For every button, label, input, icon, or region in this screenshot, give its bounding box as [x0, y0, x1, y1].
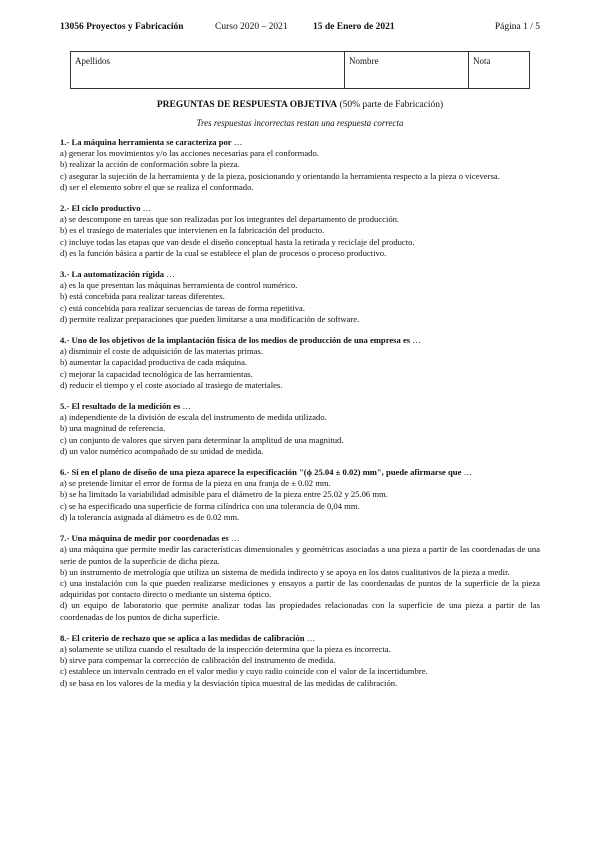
answer-option[interactable]: c) asegurar la sujeción de la herramienta y de la pieza, posicionando y orientando la herramienta respecto a la pieza o viceversa.: [60, 170, 500, 181]
question-ellipsis: …: [304, 632, 316, 643]
question-3: [60, 269, 540, 325]
answer-option[interactable]: d) la tolerancia asignada al diámetro es de 0.02 mm.: [60, 511, 240, 522]
question-7: [60, 533, 540, 623]
answer-option[interactable]: c) una instalación con la que pueden realizarse mediciones y ensayos a partir de las coordenadas de puntos de la superficie de la pieza adquiridas por contacto directo o mediante un sistema óptico.: [60, 577, 540, 600]
question-ellipsis: …: [461, 467, 473, 478]
question-ellipsis: …: [231, 137, 243, 147]
question-title-text: 2.- El ciclo productivo: [60, 203, 141, 214]
name-field[interactable]: [345, 52, 469, 89]
question-ellipsis: …: [140, 203, 152, 214]
answer-option[interactable]: d) es la función básica a partir de la cual se establece el plan de procesos o proceso productivo.: [60, 247, 387, 258]
question-4: [60, 335, 540, 391]
answer-option[interactable]: d) se basa en los valores de la media y la desviación típica muestral de las medidas de calibración.: [60, 677, 398, 688]
section-title-note: (50% parte de Fabricación): [339, 100, 444, 110]
answer-option[interactable]: a) disminuir el coste de adquisición de las materias primas.: [60, 346, 263, 357]
answer-option[interactable]: b) realizar la acción de conformación sobre la pieza.: [60, 159, 240, 170]
question-title: [60, 335, 540, 346]
answer-option[interactable]: a) una máquina que permite medir las características dimensionales y geométricas asociadas a una pieza a partir de las coordenadas de una serie de puntos de la superficie de dicha pieza.: [60, 544, 540, 566]
page-header: [60, 22, 540, 38]
answer-option[interactable]: c) está concebida para realizar secuencias de tareas de forma repetitiva.: [60, 302, 306, 313]
answer-option[interactable]: c) establece un intervalo centrado en el valor medio y cuyo radio coincide con el valor de la incertidumbre.: [60, 666, 428, 677]
section-subtitle: Tres respuestas incorrectas restan una respuesta correcta: [196, 118, 404, 128]
student-info-table: [70, 51, 530, 89]
exam-date: 15 de Enero de 2021: [313, 22, 395, 32]
question-5: [60, 401, 540, 457]
question-title-text: 5.- El resultado de la medición es: [60, 401, 181, 412]
answer-option[interactable]: a) solamente se utiliza cuando el resultado de la inspección determina que la pieza es incorrecta.: [60, 643, 391, 654]
question-title: [60, 401, 540, 412]
answer-option[interactable]: c) incluye todas las etapas que van desde el diseño conceptual hasta la retirada y reciclaje del producto.: [60, 236, 415, 247]
question-title: [60, 633, 540, 644]
name-label: Nombre: [349, 56, 379, 66]
question-title: [60, 203, 540, 214]
question-title: [60, 467, 540, 478]
answer-option[interactable]: d) permite realizar preparaciones que pueden limitarse a una modificación de software.: [60, 313, 360, 324]
grade-field[interactable]: [469, 52, 530, 89]
answer-option[interactable]: b) es el trasiego de materiales que intervienen en la fabricación del producto.: [60, 225, 325, 236]
question-title-text: 6.- Si en el plano de diseño de una pieza aparece la especificación "(ϕ 25.04 ± 0.02) mm", puede afirmarse que: [60, 467, 462, 478]
answer-option[interactable]: d) un valor numérico acompañado de su unidad de medida.: [60, 445, 264, 456]
question-ellipsis: …: [228, 533, 240, 544]
question-8: [60, 633, 540, 689]
answer-option[interactable]: d) un equipo de laboratorio que permite analizar todas las propiedades relacionadas con la superficie de una pieza a partir de las coordenadas de los puntos de dicha superficie.: [60, 600, 540, 622]
answer-option[interactable]: b) un instrumento de metrología que utiliza un sistema de medida indirecto y se apoya en los datos cualitativos de la pieza a medir.: [60, 566, 510, 577]
surname-label: Apellidos: [75, 56, 110, 66]
page-number: Página 1 / 5: [494, 22, 540, 32]
question-title-text: 4.- Uno de los objetivos de la implantación física de los medios de producción de una empresa es: [60, 335, 411, 346]
question-ellipsis: …: [410, 335, 421, 346]
answer-option[interactable]: a) generar los movimientos y/o las acciones necesarias para el conformado.: [60, 148, 319, 159]
answer-option[interactable]: a) se descompone en tareas que son realizadas por los integrantes del departamento de producción.: [60, 214, 400, 225]
answer-option[interactable]: a) se pretende limitar el error de forma de la pieza en una franja de ± 0.02 mm.: [60, 478, 331, 489]
question-title: [60, 533, 540, 544]
question-1: [60, 137, 540, 193]
question-ellipsis: …: [180, 401, 192, 412]
answer-option[interactable]: a) es la que presentan las máquinas herramienta de control numérico.: [60, 280, 298, 291]
answer-option[interactable]: c) mejorar la capacidad tecnológica de las herramientas.: [60, 368, 253, 379]
answer-option[interactable]: b) está concebida para realizar tareas diferentes.: [60, 291, 225, 302]
question-title-text: 3.- La automatización rígida: [60, 269, 165, 280]
question-ellipsis: …: [164, 269, 175, 280]
question-title-text: 7.- Una máquina de medir por coordenadas es: [60, 533, 229, 544]
answer-option[interactable]: c) un conjunto de valores que sirven para determinar la amplitud de una magnitud.: [60, 434, 344, 445]
question-title-text: 1.- La máquina herramienta se caracteriza por: [60, 137, 232, 147]
question-title: [60, 137, 540, 148]
academic-year: Curso 2020 – 2021: [215, 22, 288, 32]
question-2: [60, 203, 540, 259]
answer-option[interactable]: b) aumentar la capacidad productiva de cada máquina.: [60, 357, 248, 368]
answer-option[interactable]: b) una magnitud de referencia.: [60, 423, 166, 434]
question-title: [60, 269, 540, 280]
answer-option[interactable]: d) reducir el tiempo y el coste asociado al trasiego de materiales.: [60, 379, 283, 390]
question-6: [60, 467, 540, 523]
section-title-main: PREGUNTAS DE RESPUESTA OBJETIVA: [156, 100, 338, 110]
answer-option[interactable]: b) sirve para compensar la corrección de calibración del instrumento de medida.: [60, 655, 336, 666]
surname-field[interactable]: [71, 52, 345, 89]
grade-label: Nota: [473, 56, 491, 66]
answer-option[interactable]: c) se ha especificado una superficie de forma cilíndrica con una tolerancia de 0,04 mm.: [60, 500, 360, 511]
answer-option[interactable]: a) independiente de la división de escala del instrumento de medida utilizado.: [60, 412, 327, 423]
course-name: 13056 Proyectos y Fabricación: [60, 22, 184, 32]
answer-option[interactable]: b) se ha limitado la variabilidad admisible para el diámetro de la pieza entre 25.02 y 25.06 mm.: [60, 489, 388, 500]
question-list: [60, 137, 540, 699]
section-title: [0, 100, 600, 110]
question-title-text: 8.- El criterio de rechazo que se aplica a las medidas de calibración: [60, 632, 305, 643]
answer-option[interactable]: d) ser el elemento sobre el que se realiza el conformado.: [60, 181, 254, 192]
